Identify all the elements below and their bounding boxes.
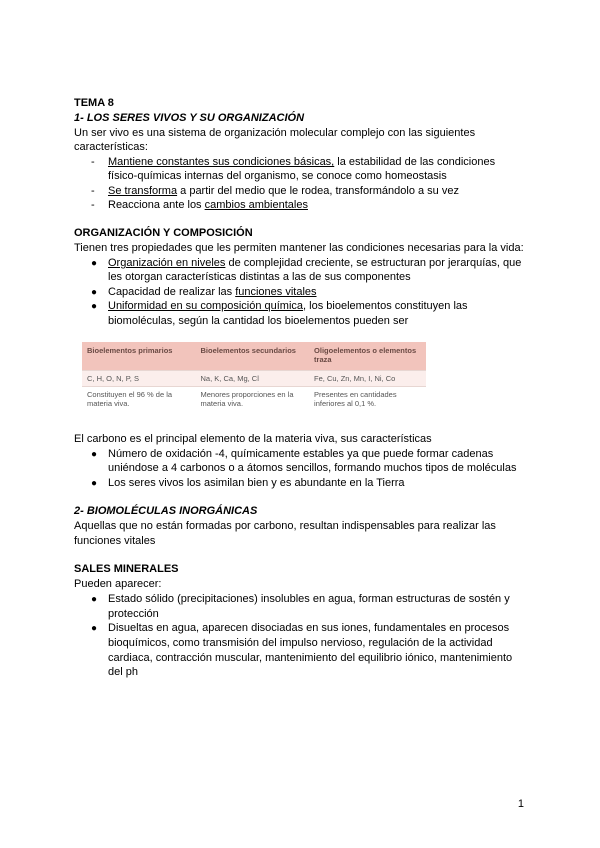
bullet: ● [91, 478, 98, 489]
table-header: Bioelementos secundarios [196, 342, 310, 371]
characteristic-item [108, 198, 308, 213]
sales-item: Disueltas en agua, aparecen disociadas en sus iones, fundamentales en procesos [108, 622, 510, 634]
property-item [108, 285, 317, 300]
underlined-term: funciones vitales [235, 286, 317, 298]
table-cell: C, H, O, N, P, S [82, 371, 196, 387]
intro-line-2: características: [74, 141, 148, 153]
property-item [108, 256, 521, 271]
underlined-term: cambios ambientales [204, 199, 308, 211]
section-2-line-1: Aquellas que no están formadas por carbono, resultan indispensables para realizar las [74, 520, 496, 532]
characteristic-item [108, 184, 459, 199]
item-text: de complejidad creciente, se estructuran por jerarquías, que [225, 257, 522, 269]
organization-intro: Tienen tres propiedades que les permiten mantener las condiciones necesarias para la vida: [74, 242, 524, 254]
property-item [108, 299, 468, 314]
table-row [82, 387, 426, 412]
item-text: , los bioelementos constituyen las [303, 300, 468, 312]
carbon-item: Número de oxidación -4, químicamente estables ya que puede formar cadenas [108, 448, 494, 460]
page-number: 1 [517, 798, 524, 810]
bullet: ● [91, 301, 98, 312]
table-cell: Constituyen el 96 % de la materia viva. [82, 387, 196, 412]
carbon-intro: El carbono es el principal elemento de la materia viva, sus características [74, 433, 432, 445]
table-header: Oligoelementos o elementos traza [309, 342, 426, 371]
carbon-item: Los seres vivos los asimilan bien y es abundante en la Tierra [108, 477, 405, 489]
section-1-title: 1- LOS SERES VIVOS Y SU ORGANIZACIÓN [74, 112, 305, 124]
item-text: Capacidad de realizar las [108, 286, 236, 298]
characteristic-item [108, 155, 495, 170]
bullet: ● [91, 258, 98, 269]
sales-item-continuation: bioquímicos, como transmisión del impulso nervioso, regulación de la actividad [108, 637, 493, 649]
sales-title: SALES MINERALES [74, 563, 179, 575]
item-text: a partir del medio que le rodea, transformándolo a su vez [177, 185, 459, 197]
carbon-item-continuation: uniéndose a 4 carbonos o a átomos sencillos, formando muchos tipos de moléculas [108, 462, 517, 474]
table-cell: Menores proporciones en la materia viva. [196, 387, 310, 412]
intro-line-1: Un ser vivo es una sistema de organización molecular complejo con las siguientes [74, 127, 476, 139]
table-cell: Presentes en cantidades inferiores al 0,1 %. [309, 387, 426, 412]
bioelements-table [82, 342, 426, 411]
sales-item-continuation: del ph [108, 666, 138, 678]
underlined-term: Uniformidad en su composición química [108, 300, 304, 312]
sales-item-continuation: cardiaca, contracción muscular, mantenimiento del equilibrio iónico, mantenimiento [108, 652, 513, 664]
table-cell: Fe, Cu, Zn, Mn, I, Ni, Co [309, 371, 426, 387]
organization-title: ORGANIZACIÓN Y COMPOSICIÓN [74, 227, 253, 239]
item-text: Reacciona ante los [108, 199, 205, 211]
tema-heading: TEMA 8 [74, 97, 114, 109]
list-dash: - [91, 156, 95, 168]
bullet: ● [91, 287, 98, 298]
section-2-line-2: funciones vitales [74, 535, 156, 547]
item-text: la estabilidad de las condiciones [334, 156, 496, 168]
underlined-term: Organización en niveles [108, 257, 226, 269]
table-cell: Na, K, Ca, Mg, Cl [196, 371, 310, 387]
bullet: ● [91, 594, 98, 605]
table-header: Bioelementos primarios [82, 342, 196, 371]
sales-intro: Pueden aparecer: [74, 578, 162, 590]
table-row [82, 371, 426, 387]
property-continuation: biomoléculas, según la cantidad los bioelementos pueden ser [108, 315, 409, 327]
underlined-term: Mantiene constantes sus condiciones básicas, [108, 156, 335, 168]
bullet: ● [91, 623, 98, 634]
property-continuation: les otorgan características distintas a las de sus componentes [108, 271, 411, 283]
characteristic-continuation: físico-químicas internas del organismo, se conoce como homeostasis [108, 170, 447, 182]
sales-item: Estado sólido (precipitaciones) insolubles en agua, forman estructuras de sostén y [108, 593, 510, 605]
table-header-row [82, 342, 426, 371]
sales-item-continuation: protección [108, 608, 159, 620]
underlined-term: Se transforma [108, 185, 178, 197]
list-dash: - [91, 185, 95, 197]
list-dash: - [91, 199, 95, 211]
bullet: ● [91, 449, 98, 460]
section-2-title: 2- BIOMOLÉCULAS INORGÁNICAS [74, 505, 258, 517]
